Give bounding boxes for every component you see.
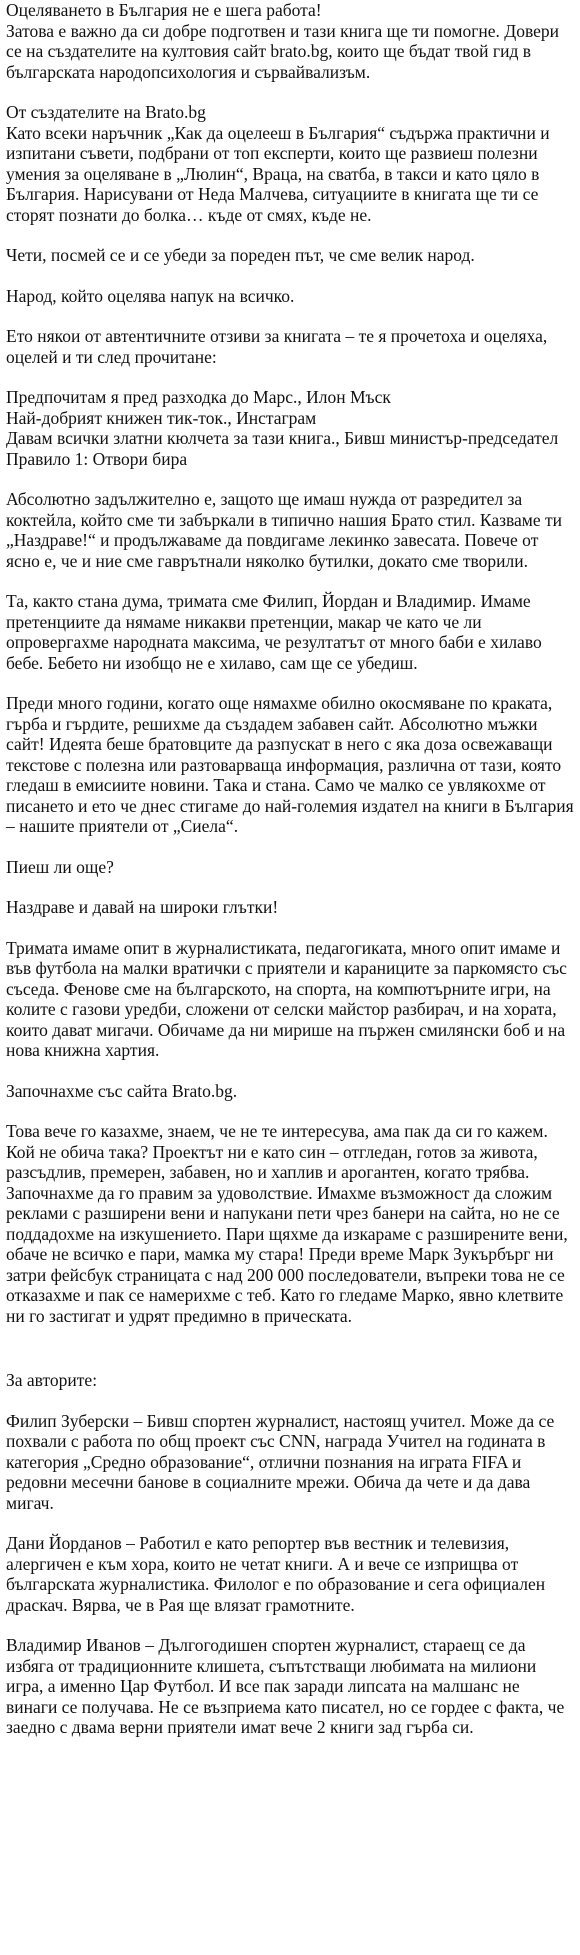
drink-question: Пиеш ли още? bbox=[6, 856, 114, 877]
started-site-line: Започнахме със сайта Brato.bg. bbox=[6, 1080, 238, 1101]
spacer bbox=[6, 367, 574, 387]
spacer bbox=[6, 306, 574, 326]
spacer bbox=[6, 82, 574, 102]
review-item: Най-добрият книжен тик-ток., Инстаграм bbox=[6, 407, 317, 428]
spacer bbox=[6, 266, 574, 286]
review-item: Предпочитам я пред разходка до Марс., Илон Мъск bbox=[6, 387, 391, 407]
spacer bbox=[6, 1513, 574, 1533]
review-item: Давам всички златни кюлчета за тази книга., Бивш министър-председател bbox=[6, 428, 559, 448]
years-ago-paragraph: Преди много години, когато още нямахме обилно окосмяване по краката, гърба и гърдите, решихме да създадем забавен сайт. Абсолютно мъжки сайт! Идеята беше братовците да разпускат в него с яка доза освежаващи текстове с полезна или разтоварваща информация, различна от тази, която гледаш в емисиите новини. Така и стана. Само че малко се увлякохме от писането и ето че днес стигаме до най-големия издател на книги в България – нашите приятели от „Сиела“. bbox=[6, 693, 574, 836]
spacer bbox=[6, 877, 574, 897]
we-said-paragraph: Това вече го казахме, знаем, че не те интересува, ама пак да си го кажем. Кой не обича така? Проектът ни е като син – отгледан, готов за живота, разсъдлив, премерен, забавен, но и хаплив и арогантен, когато трябва. Започнахме да го правим за удоволствие. Имахме възможност да сложим реклами с разширени вени и напукани пети чрез банери на сайта, но не се поддадохме на изкушението. Пари щяхме да изкараме с разширените вени, обаче не всичко е пари, мамка му стара! Преди време Марк Зукърбърг ни затри фейсбук страницата с над 200 000 последователи, въпреки това не се отказахме и пак се намерихме с теб. Като го гледаме Марко, явно клетвите ни го застигат и удрят предимно в прическата. bbox=[6, 1121, 568, 1326]
spacer bbox=[6, 1101, 574, 1121]
author-bio-dani: Дани Йорданов – Работил е като репортер във вестник и телевизия, алергичен е към хора, които не четат книги. А и вече се изприщва от българската журналистика. Филолог е по образование и сега официален драскач. Вярва, че в Рая ще влязат грамотните. bbox=[6, 1533, 546, 1615]
people-survive-paragraph: Народ, който оцелява напук на всичко. bbox=[6, 285, 295, 306]
spacer bbox=[6, 1326, 574, 1370]
spacer bbox=[6, 225, 574, 245]
authors-heading: За авторите: bbox=[6, 1370, 98, 1390]
rule-1-paragraph: Абсолютно задължително е, защото ще имаш нужда от разредител за коктейла, който сме ти забъркали в типично нашия Брато стил. Казваме ти „Наздраве!“ и продължаваме да повдигаме лекинко завесата. Повече от ясно е, че и ние сме гаврътнали няколко бутилки, докато сме творили. bbox=[6, 489, 563, 571]
rule-1-heading: Правило 1: Отвори бира bbox=[6, 448, 188, 469]
spacer bbox=[6, 571, 574, 591]
from-creators-heading: От създателите на Brato.bg bbox=[6, 102, 206, 122]
spacer bbox=[6, 918, 574, 938]
trio-paragraph: Та, както стана дума, тримата сме Филип, Йордан и Владимир. Имаме претенциите да нямаме никакви претенции, макар че като че ли опровергахме народната максима, че резултатът от много баби е хилаво бебе. Бебето ни изобщо не е хилаво, сам ще се убедиш. bbox=[6, 591, 542, 673]
from-creators-paragraph: Като всеки наръчник „Как да оцелееш в България“ съдържа практични и изпитани съвети, подбрани от топ експерти, които ще развиеш полезни умения за оцеляване в „Люлин“, Враца, на сватба, в такси и като цяло в България. Нарисувани от Неда Малчева, ситуациите в книгата ще ти се сторят познати до болка… къде от смях, къде не. bbox=[6, 122, 550, 225]
read-laugh-paragraph: Чети, посмей се и се убеди за пореден път, че сме велик народ. bbox=[6, 245, 475, 265]
spacer bbox=[6, 469, 574, 489]
intro-paragraph: Затова е важно да си добре подготвен и тази книга ще ти помогне. Довери се на създателите на култовия сайт brato.bg, които ще бъдат твой гид в българската народопсихология и сървайвализъм. bbox=[6, 20, 560, 82]
intro-line-1: Оцеляването в България не е шега работа! bbox=[6, 0, 322, 20]
author-bio-vladimir: Владимир Иванов – Дългогодишен спортен журналист, стараещ се да избяга от традиционните клишета, съпътстващи любимата на милиони игра, а именно Цар Футбол. И все пак заради липсата на малшанс не винаги се получава. Не се възприема като писател, но се гордее с факта, че заедно с двама верни приятели имат вече 2 книги зад гърба си. bbox=[6, 1635, 565, 1737]
author-bio-filip: Филип Зуберски – Бивш спортен журналист, настоящ учител. Може да се похвали с работа по общ проект със CNN, награда Учител на годината в категория „Средно образование“, отлични познания на играта FIFA и редовни месечни банове в социалните мрежи. Обича да чете и да дава мигач. bbox=[6, 1410, 555, 1513]
cheers-line: Наздраве и давай на широки глътки! bbox=[6, 897, 279, 917]
reviews-intro-paragraph: Ето някои от автентичните отзиви за книгата – те я прочетоха и оцеляха, оцелей и ти след прочитане: bbox=[6, 326, 548, 367]
spacer bbox=[6, 673, 574, 693]
spacer bbox=[6, 1391, 574, 1411]
spacer bbox=[6, 837, 574, 857]
spacer bbox=[6, 1061, 574, 1081]
experience-paragraph: Тримата имаме опит в журналистиката, педагогиката, много опит имаме и във футбола на малки вратички с приятели и караниците за паркомясто със съседа. Фенове сме на българското, на спорта, на компютърните игри, на колите с газови уредби, сложени от селски майстор разбирач, и на хората, които дават мигачи. Обичаме да ни мирише на пържен смилянски боб и на нова книжна хартия. bbox=[6, 937, 567, 1060]
spacer bbox=[6, 1615, 574, 1635]
